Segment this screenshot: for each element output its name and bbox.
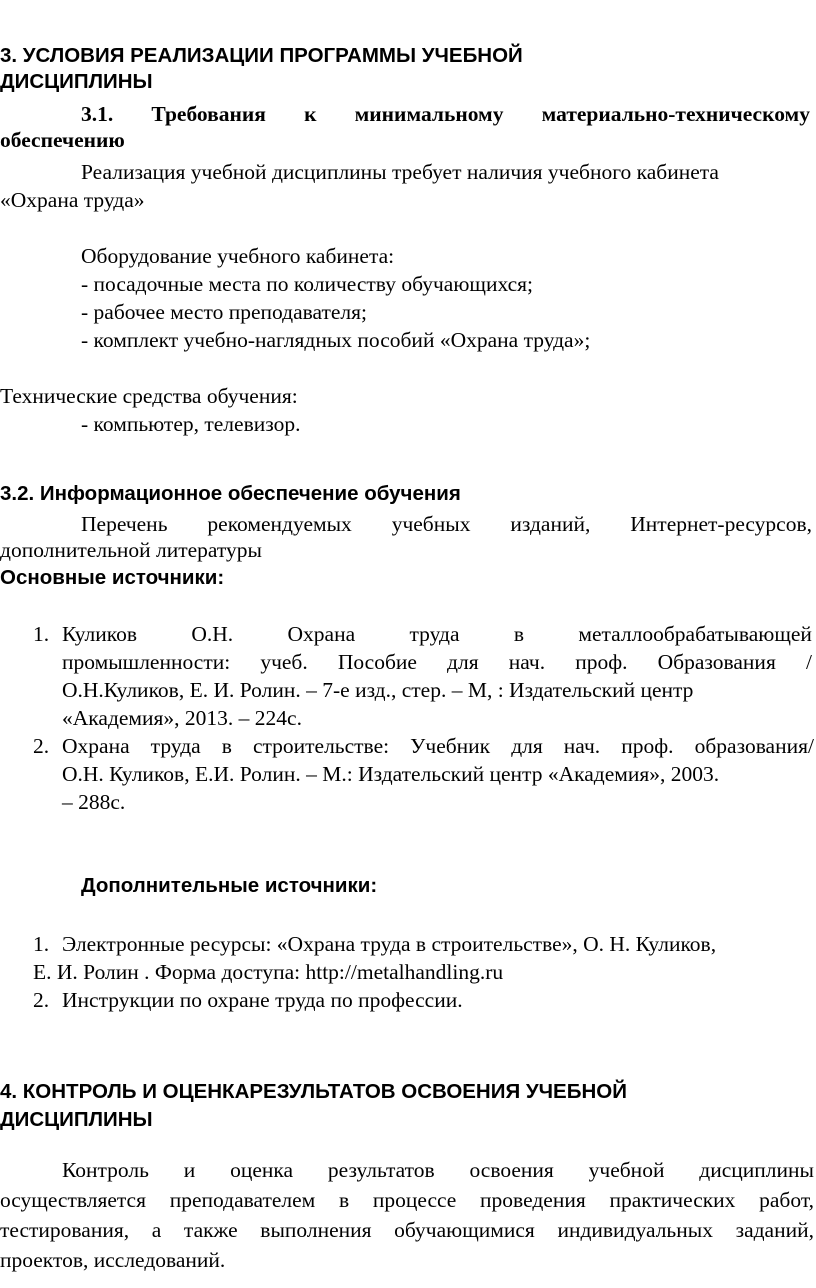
word: учеб. [260, 650, 308, 674]
word: процессе [372, 1188, 457, 1212]
main-source-1-line3: О.Н.Куликов, Е. И. Ролин. – 7-е изд., стер. – М, : Издательский центр [62, 678, 694, 702]
word: для [511, 734, 543, 758]
control-paragraph-line3 [0, 1216, 814, 1244]
word: обучающимися [394, 1218, 535, 1242]
main-source-1-line2 [62, 648, 812, 676]
word: осуществляется [0, 1188, 146, 1212]
word: и [183, 1158, 196, 1182]
word: / [805, 650, 812, 674]
word: тестирования, [0, 1218, 130, 1242]
list-number: 1. [33, 932, 50, 956]
word: нач. [563, 734, 601, 758]
word: освоения [469, 1158, 554, 1182]
list-number: 2. [33, 734, 50, 758]
word: Интернет-ресурсов, [630, 512, 812, 536]
main-source-2-line3: – 288с. [62, 790, 126, 814]
word: промышленности: [62, 650, 231, 674]
word: материально-техническому [541, 102, 810, 126]
extra-source-1-line2: Е. И. Ролин . Форма доступа: http://metalhandling.ru [33, 960, 504, 984]
word: металлообрабатывающей [578, 622, 812, 646]
word: Охрана [287, 622, 356, 646]
tech-means-title: Технические средства обучения: [0, 384, 298, 408]
word: к [304, 102, 317, 126]
word: 3.1. [81, 102, 114, 126]
word: Куликов [62, 622, 138, 646]
extra-source-1-line1: Электронные ресурсы: «Охрана труда в строительстве», О. Н. Куликов, [62, 932, 717, 956]
subsection-3-2-title: 3.2. Информационное обеспечение обучения [0, 482, 461, 505]
word: изданий, [510, 512, 591, 536]
word: результатов [327, 1158, 435, 1182]
word: также [183, 1218, 238, 1242]
word: преподавателем [169, 1188, 316, 1212]
word: Требования [151, 102, 266, 126]
word: образования/ [694, 734, 814, 758]
word: в [513, 622, 525, 646]
word: Учебник [410, 734, 491, 758]
word: нач. [508, 650, 546, 674]
control-paragraph-line4: проектов, исследований. [0, 1248, 226, 1272]
word: Перечень [81, 512, 168, 536]
extra-source-2-line1: Инструкции по охране труда по профессии. [62, 988, 463, 1012]
word: а [151, 1218, 162, 1242]
word: для [447, 650, 479, 674]
section4-title-line2: ДИСЦИПЛИНЫ [0, 1108, 153, 1131]
equipment-item: - посадочные места по количеству обучающихся; [81, 272, 533, 296]
subsection-3-1-title-line1 [81, 100, 810, 128]
word: О.Н. [191, 622, 234, 646]
section3-title-line1: 3. УСЛОВИЯ РЕАЛИЗАЦИИ ПРОГРАММЫ УЧЕБНОЙ [0, 44, 523, 67]
implementation-text-line1: Реализация учебной дисциплины требует наличия учебного кабинета [81, 160, 719, 184]
word: дисциплины [699, 1158, 814, 1182]
list-number: 1. [33, 622, 50, 646]
main-source-1-line4: «Академия», 2013. – 224с. [62, 706, 302, 730]
control-paragraph-line1 [62, 1156, 814, 1184]
section3-title-line2: ДИСЦИПЛИНЫ [0, 70, 153, 93]
word: в [221, 734, 232, 758]
list-number: 2. [33, 988, 50, 1012]
main-sources-title: Основные источники: [0, 566, 225, 589]
extra-sources-title: Дополнительные источники: [81, 874, 378, 897]
word: Образования [657, 650, 776, 674]
section4-title-line1: 4. КОНТРОЛЬ И ОЦЕНКАРЕЗУЛЬТАТОВ ОСВОЕНИЯ УЧЕБНОЙ [0, 1080, 627, 1103]
word: проф. [575, 650, 628, 674]
sources-intro-line1 [81, 510, 812, 538]
equipment-item: - рабочее место преподавателя; [81, 300, 367, 324]
word: Пособие [337, 650, 417, 674]
main-source-2-line2: О.Н. Куликов, Е.И. Ролин. – М.: Издательский центр «Академия», 2003. [62, 762, 720, 786]
word: Контроль [62, 1158, 149, 1182]
main-source-2-line1 [62, 732, 814, 760]
main-source-1-line1 [62, 620, 812, 648]
word: проведения [480, 1188, 586, 1212]
word: минимальному [354, 102, 504, 126]
word: учебных [391, 512, 471, 536]
word: оценка [230, 1158, 294, 1182]
control-paragraph-line2 [0, 1186, 814, 1214]
equipment-title: Оборудование учебного кабинета: [81, 244, 395, 268]
word: строительстве: [252, 734, 390, 758]
word: индивидуальных [557, 1218, 713, 1242]
implementation-text-line2: «Охрана труда» [0, 188, 145, 212]
word: практических [609, 1188, 736, 1212]
word: заданий, [735, 1218, 814, 1242]
tech-means-item: - компьютер, телевизор. [81, 412, 301, 436]
equipment-item: - комплект учебно-наглядных пособий «Охрана труда»; [81, 328, 591, 352]
word: выполнения [260, 1218, 372, 1242]
word: рекомендуемых [207, 512, 352, 536]
word: работ, [759, 1188, 814, 1212]
word: учебной [588, 1158, 665, 1182]
word: в [339, 1188, 350, 1212]
sources-intro-line2: дополнительной литературы [0, 538, 262, 562]
subsection-3-1-title-line2: обеспечению [0, 128, 125, 152]
word: проф. [621, 734, 674, 758]
word: Охрана [62, 734, 130, 758]
word: труда [409, 622, 460, 646]
word: труда [150, 734, 201, 758]
